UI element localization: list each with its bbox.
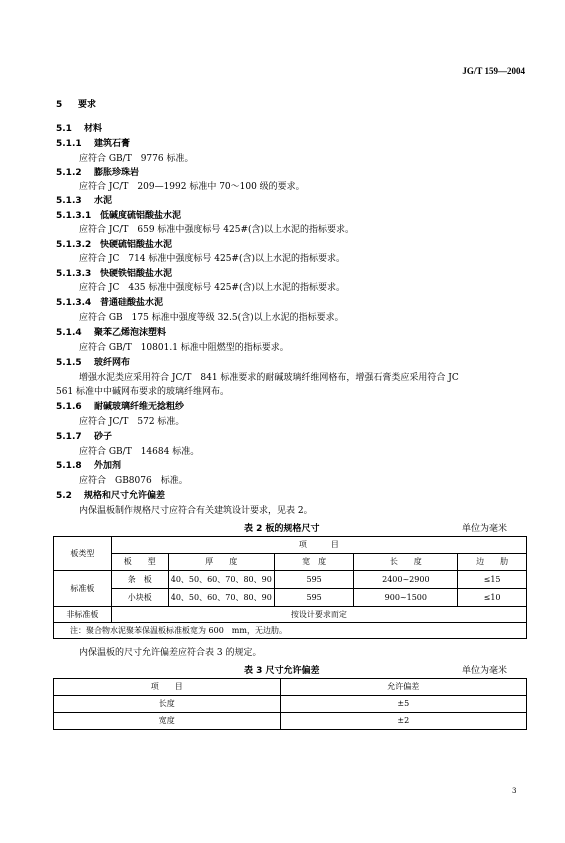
heading-cement xyxy=(56,196,112,207)
paragraph-eps: 应符合 GB/T 10801.1 标准中阻燃型的指标要求。 xyxy=(79,343,289,353)
heading-title: 材料 xyxy=(84,124,103,134)
heading-rapid-sulfo-cement xyxy=(56,240,172,251)
cell-thickness: 40、50、60、70、80、90 xyxy=(168,571,274,589)
header-length: 长 度 xyxy=(354,554,458,571)
heading-admixture xyxy=(56,461,121,472)
heading-number: 5.1.3.3 xyxy=(56,269,92,279)
header-board-type: 板类型 xyxy=(54,537,112,571)
heading-mesh xyxy=(56,358,130,369)
paragraph-rapid-sulfo-cement: 应符合 JC 714 标准中强度标号 425#(含)以上水泥的指标要求。 xyxy=(79,254,345,264)
paragraph-spec-outro: 内保温板的尺寸允许偏差应符合表 3 的规定。 xyxy=(79,648,262,658)
header-thickness: 厚 度 xyxy=(168,554,274,571)
heading-title: 砂子 xyxy=(94,432,113,442)
cell-type: 小块板 xyxy=(111,589,168,607)
heading-number: 5.1.8 xyxy=(56,461,82,471)
table-row xyxy=(54,623,527,639)
section-title: 要求 xyxy=(78,100,97,110)
heading-number: 5.1.3.4 xyxy=(56,298,92,308)
section-number: 5 xyxy=(56,100,63,110)
heading-title: 外加剂 xyxy=(94,461,122,471)
standard-code-header: JG/T 159—2004 xyxy=(462,66,525,76)
table-3-unit: 单位为毫米 xyxy=(462,666,508,676)
heading-title: 快硬硫铝酸盐水泥 xyxy=(100,240,173,250)
heading-number: 5.1.6 xyxy=(56,402,82,412)
paragraph-spec-intro: 内保温板制作规格尺寸应符合有关建筑设计要求，见表 2。 xyxy=(79,506,313,516)
heading-title: 普通硅酸盐水泥 xyxy=(100,298,164,308)
cell-item: 长度 xyxy=(54,696,281,713)
cell-width: 595 xyxy=(274,571,354,589)
heading-number: 5.1 xyxy=(56,124,72,134)
cell-length: 2400~2900 xyxy=(354,571,458,589)
header-type: 板 型 xyxy=(111,554,168,571)
standard-board-label: 标准板 xyxy=(54,571,112,607)
heading-number: 5.2 xyxy=(56,491,72,501)
heading-eps xyxy=(56,328,166,339)
paragraph-mesh-line-1: 增强水泥类应采用符合 JC/T 841 标准要求的耐碱玻璃纤维网格布，增强石膏类应采用符合 JC xyxy=(79,373,459,383)
cell-length: 900~1500 xyxy=(354,589,458,607)
table-3-title: 表 3 尺寸允许偏差 xyxy=(244,666,320,676)
heading-number: 5.1.5 xyxy=(56,358,82,368)
cell-width: 595 xyxy=(274,589,354,607)
cell-item: 宽度 xyxy=(54,713,281,730)
heading-title: 规格和尺寸允许偏差 xyxy=(84,491,166,501)
header-width: 宽 度 xyxy=(274,554,354,571)
nonstandard-board-value: 按设计要求而定 xyxy=(111,607,526,623)
table-2-note: 注：聚合物水泥聚苯保温板标准板宽为 600 mm，无边肋。 xyxy=(54,623,527,639)
header-item: 项 目 xyxy=(111,537,526,554)
heading-title: 膨胀珍珠岩 xyxy=(94,168,140,178)
heading-sand xyxy=(56,432,112,443)
cell-tolerance: ±5 xyxy=(280,696,526,713)
heading-number: 5.1.4 xyxy=(56,328,82,338)
paragraph-mesh-line-2: 561 标准中中碱网布要求的玻璃纤维网布。 xyxy=(56,387,230,397)
table-row xyxy=(54,696,527,713)
paragraph-perlite: 应符合 JC/T 209—1992 标准中 70～100 级的要求。 xyxy=(79,182,305,192)
table-2-title: 表 2 板的规格尺寸 xyxy=(244,524,320,534)
paragraph-ordinary-cement: 应符合 GB 175 标准中强度等级 32.5(含)以上水泥的指标要求。 xyxy=(79,313,344,323)
heading-rapid-ferro-cement xyxy=(56,269,172,280)
paragraph-rapid-ferro-cement: 应符合 JC 435 标准中强度标号 425#(含)以上水泥的指标要求。 xyxy=(79,283,345,293)
paragraph-admixture: 应符合 GB8076 标准。 xyxy=(79,476,188,486)
header-tolerance: 允许偏差 xyxy=(280,679,526,696)
page-number: 3 xyxy=(512,787,517,795)
cell-thickness: 40、50、60、70、80、90 xyxy=(168,589,274,607)
cell-rib: ≤10 xyxy=(458,589,527,607)
heading-title: 耐碱玻璃纤维无捻粗纱 xyxy=(94,402,185,412)
cell-type: 条 板 xyxy=(111,571,168,589)
table-2 xyxy=(53,536,527,639)
table-2-unit: 单位为毫米 xyxy=(462,524,508,534)
heading-number: 5.1.3.2 xyxy=(56,240,92,250)
nonstandard-board-label: 非标准板 xyxy=(54,607,112,623)
header-rib: 边 肋 xyxy=(458,554,527,571)
heading-ordinary-cement xyxy=(56,298,163,309)
heading-title: 聚苯乙烯泡沫塑料 xyxy=(94,328,167,338)
heading-number: 5.1.7 xyxy=(56,432,82,442)
heading-title: 快硬铁铝酸盐水泥 xyxy=(100,269,173,279)
heading-number: 5.1.3 xyxy=(56,196,82,206)
cell-rib: ≤15 xyxy=(458,571,527,589)
table-row xyxy=(54,589,527,607)
heading-title: 建筑石膏 xyxy=(94,139,131,149)
paragraph-low-alkali-cement: 应符合 JC/T 659 标准中强度标号 425#(含)以上水泥的指标要求。 xyxy=(79,225,355,235)
paragraph-sand: 应符合 GB/T 14684 标准。 xyxy=(79,447,200,457)
section-heading xyxy=(56,100,96,111)
heading-gypsum xyxy=(56,139,130,150)
heading-title: 玻纤网布 xyxy=(94,358,131,368)
paragraph-roving: 应符合 JC/T 572 标准。 xyxy=(79,417,185,427)
table-row xyxy=(54,571,527,589)
heading-title: 水泥 xyxy=(94,196,113,206)
heading-low-alkali-cement xyxy=(56,211,181,222)
heading-roving xyxy=(56,402,184,413)
heading-perlite xyxy=(56,168,139,179)
table-row xyxy=(54,607,527,623)
heading-number: 5.1.2 xyxy=(56,168,82,178)
heading-spec xyxy=(56,491,165,502)
heading-materials xyxy=(56,124,102,135)
heading-title: 低碱度硫铝酸盐水泥 xyxy=(100,211,182,221)
heading-number: 5.1.1 xyxy=(56,139,82,149)
table-row xyxy=(54,679,527,696)
cell-tolerance: ±2 xyxy=(280,713,526,730)
table-row xyxy=(54,713,527,730)
heading-number: 5.1.3.1 xyxy=(56,211,92,221)
table-3 xyxy=(53,678,527,730)
table-row xyxy=(54,537,527,554)
paragraph-gypsum: 应符合 GB/T 9776 标准。 xyxy=(79,154,194,164)
table-row xyxy=(54,554,527,571)
header-item: 项 目 xyxy=(54,679,281,696)
